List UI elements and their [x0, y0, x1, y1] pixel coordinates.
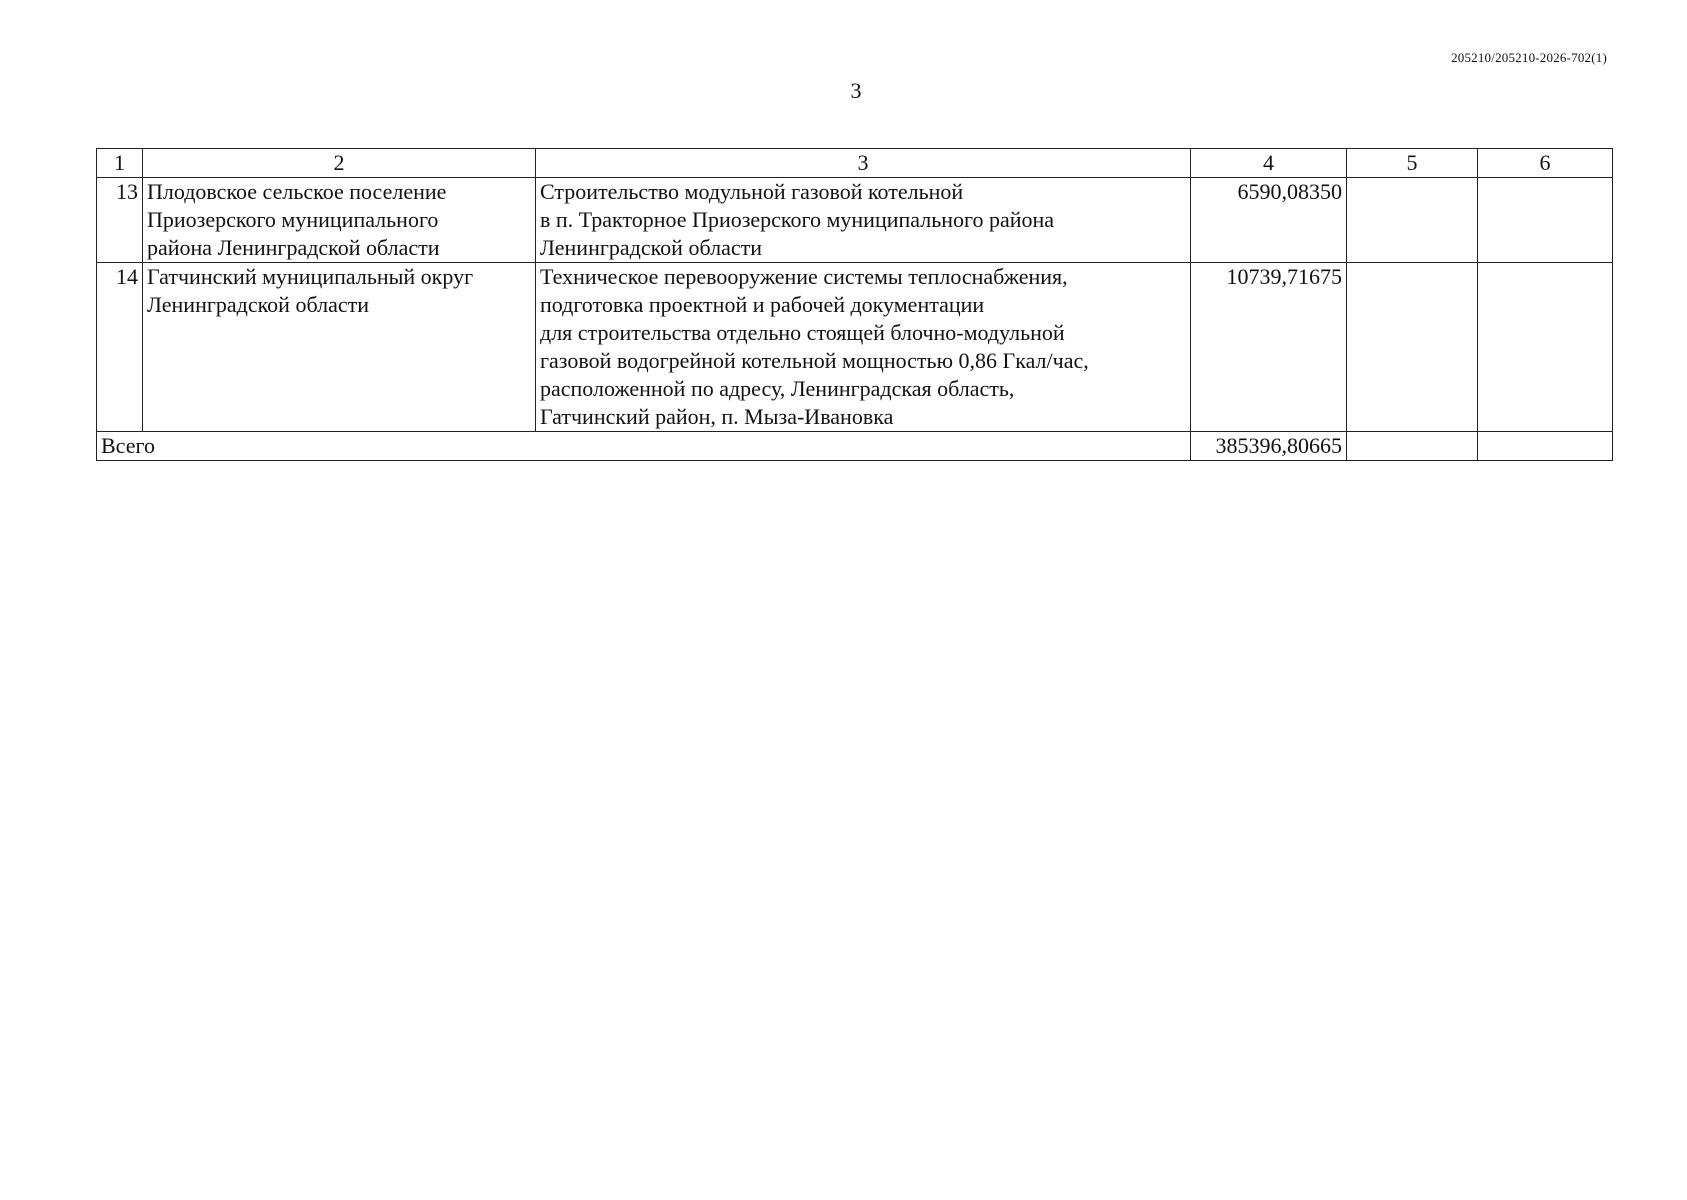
table-row: [97, 178, 1613, 263]
header-cell-2: 2: [143, 149, 536, 178]
amount-cell: 10739,71675: [1191, 263, 1347, 432]
row-number: 14: [97, 263, 143, 432]
object-line: подготовка проектной и рабочей документации: [540, 292, 985, 317]
recipient-line: Плодовское сельское поселение: [147, 179, 447, 204]
recipient-line: района Ленинградской области: [147, 235, 440, 260]
recipient-cell: [143, 178, 536, 263]
header-cell-1: 1: [97, 149, 143, 178]
object-cell: [536, 178, 1191, 263]
object-line: Гатчинский район, п. Мыза-Ивановка: [540, 404, 894, 429]
total-label: Всего: [97, 432, 1191, 461]
total-col5-cell: [1347, 432, 1478, 461]
page-number: 3: [850, 78, 862, 103]
recipient-line: Гатчинский муниципальный округ: [147, 264, 474, 289]
object-line: Техническое перевооружение системы теплоснабжения,: [540, 264, 1068, 289]
header-cell-3: 3: [536, 149, 1191, 178]
total-row: [97, 432, 1613, 461]
row-number: 13: [97, 178, 143, 263]
amount-cell: 6590,08350: [1191, 178, 1347, 263]
object-line: для строительства отдельно стоящей блочно-модульной: [540, 320, 1065, 345]
col6-cell: [1478, 178, 1613, 263]
header-cell-5: 5: [1347, 149, 1478, 178]
object-cell: [536, 263, 1191, 432]
funding-table: [96, 148, 1613, 461]
header-cell-6: 6: [1478, 149, 1613, 178]
total-amount: 385396,80665: [1191, 432, 1347, 461]
recipient-cell: [143, 263, 536, 432]
recipient-line: Приозерского муниципального: [147, 207, 439, 232]
col5-cell: [1347, 263, 1478, 432]
table-header-row: [97, 149, 1613, 178]
object-line: газовой водогрейной котельной мощностью 0,86 Гкал/час,: [540, 348, 1089, 373]
col6-cell: [1478, 263, 1613, 432]
object-line: расположенной по адресу, Ленинградская область,: [540, 376, 1015, 401]
header-cell-4: 4: [1191, 149, 1347, 178]
col5-cell: [1347, 178, 1478, 263]
document-id: 205210/205210-2026-702(1): [1451, 50, 1607, 65]
total-col6-cell: [1478, 432, 1613, 461]
table-row: [97, 263, 1613, 432]
object-line: Строительство модульной газовой котельной: [540, 179, 964, 204]
recipient-line: Ленинградской области: [147, 292, 369, 317]
object-line: Ленинградской области: [540, 235, 762, 260]
object-line: в п. Тракторное Приозерского муниципального района: [540, 207, 1055, 232]
